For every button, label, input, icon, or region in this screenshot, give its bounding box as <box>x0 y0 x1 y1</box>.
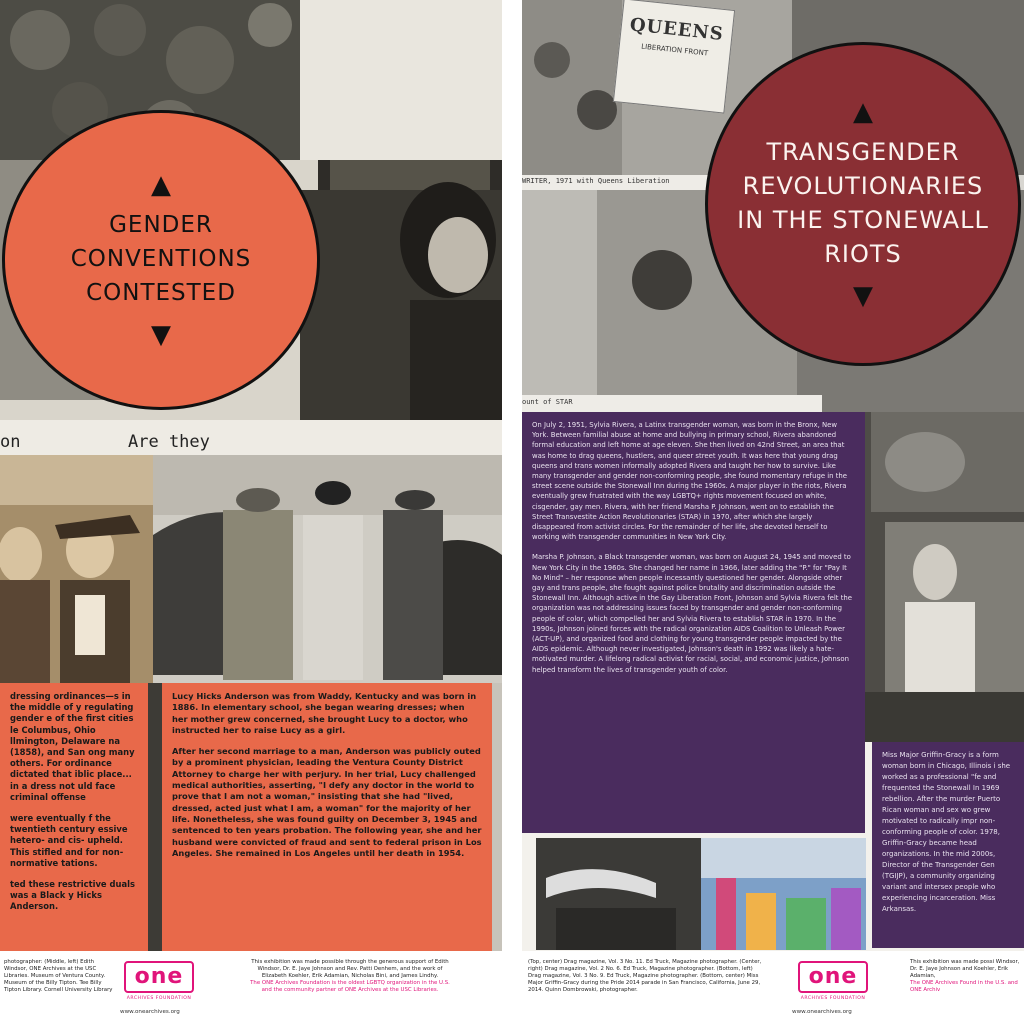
arrow-down-icon: ▼ <box>151 320 171 350</box>
support-text: This exhibition was made possible through the generous support of Edith Windsor, Dr. E. Jaye Johnson and Rev. Patti Oenhem, and the work of Elizabeth Koehler, Erik Adamian, Nicholas Bini, and James Lindhy. <box>251 959 449 979</box>
photo-credits: photographer: (Middle, left) Edith Windsor, ONE Archives at the USC Libraries. Museum of Ventura County. Museum of the Billy Tipton. Tee Billy Tipton Library. Cornell University Library <box>4 959 113 993</box>
foundation-statement: The ONE Archives Foundation is the oldest LGBTQ organization in the U.S. and the community partner of ONE Archives at the USC Libraries. <box>250 980 450 993</box>
panel-paragraph: Marsha P. Johnson, a Black transgender woman, was born on August 24, 1945 and moved to New York City in the 1960s. She changed her name in 1966, later adding the "P." for "Pay It No Mind" – her response when people incessantly questioned her gender. Alongside other gay and trans people, she fought against police brutality and discrimination outside the Stonewall Inn. Although active in the Gay Liberation Front, Johnson and Sylvia Rivera felt the organization was not addressing issues faced by transgender and gender non-conforming people of color, which compelled her and Sylvia Rivera to establish STAR in 1970. In the 1990s, Johnson joined forces with the radical organization AIDS Coalition to Unleash Power (ACT-UP), and organized food and clothing for young transgender people impacted by the AIDS epidemic. Although never investigated, Johnson's death in 1992 was likely a hate-motivated murder. A lifelong radical activist for racial, social, and economic justice, Johnson helped transform the lives of transgender youth of color. <box>532 553 853 674</box>
title-line: RIOTS <box>824 240 902 268</box>
text-panel-lucy-hicks-anderson <box>162 683 492 951</box>
banner-subtitle: LIBERATION FRONT <box>640 42 709 58</box>
support-text: This exhibition was made possi Windsor, Dr. E. Jaye Johnson and Koehler, Erik Adamian, <box>910 959 1020 979</box>
website-link[interactable]: www.onearchives.org <box>792 1009 852 1015</box>
panel-paragraph: Lucy Hicks Anderson was from Waddy, Kentucky and was born in 1886. In elementary school, she began wearing dresses; when her mother grew concerned, she brought Lucy to a doctor, who instructed her to raise Lucy as a girl. <box>172 691 477 735</box>
panel-paragraph: Miss Major Griffin-Gracy is a form woman born in Chicago, Illinois i she worked as a professional "fe and frequented the Stonewall In 1969 rebellion. After the murder Puerto Rican woman and sex wo grew motivated to radically impr non-conforming people of color. 1978, Griffin-Gracy became head organizations. In the mid 2000s, Director of the Transgender Gen (TGIJP), a community organizing variant and intersex people who experiencing incarceration. Miss Arkansas. <box>882 751 1011 913</box>
arrow-down-icon: ▼ <box>853 281 873 311</box>
footer-right <box>522 951 1024 1024</box>
photo-caption: WRITER, 1971 with Queens Liberation <box>522 177 670 185</box>
title-line: GENDER <box>109 212 213 238</box>
logo-wordmark: one <box>124 961 194 993</box>
poster-title <box>723 135 1003 271</box>
title-line: CONVENTIONS <box>70 246 252 272</box>
title-line: REVOLUTIONARIES <box>742 172 984 200</box>
support-statement <box>250 959 450 994</box>
queens-liberation-banner <box>613 0 735 114</box>
title-circle <box>705 42 1021 366</box>
photo-caption: ount of STAR <box>522 398 573 406</box>
arrow-up-icon: ▲ <box>151 170 171 200</box>
title-line: CONTESTED <box>86 280 236 306</box>
photo-portrait-collage <box>865 412 1024 742</box>
logo-wordmark: one <box>798 961 868 993</box>
logo-subtitle: ARCHIVES FOUNDATION <box>126 996 192 1001</box>
banner-title: QUEENS <box>628 14 725 46</box>
title-line: TRANSGENDER <box>766 138 960 166</box>
one-archives-logo <box>798 961 868 1003</box>
title-line: IN THE STONEWALL <box>737 206 989 234</box>
photo-group-by-car <box>153 455 502 685</box>
website-link[interactable]: www.onearchives.org <box>120 1009 180 1015</box>
logo-subtitle: ARCHIVES FOUNDATION <box>800 996 866 1001</box>
photo-two-women <box>0 455 153 685</box>
panel-paragraph: On July 2, 1951, Sylvia Rivera, a Latinx transgender woman, was born in the Bronx, New York. Between familial abuse at home and bullying in primary school, Rivera abandoned formal education and left home at age eleven. She then lived on 42nd Street, an area that was home to drag queens, hustlers, and queer street youth. It was here that young drag queens and trans women informally adopted Rivera and taught her how to survive. Like many transgender and gender non-conforming people, she found momentary refuge in the street scene outside the Stonewall Inn during the 1960s. A major player in the riots, Rivera eventually grew frustrated with the way LGBTQ+ rights movement focused on white, cisgender, gay men. Rivera, with her friend Marsha P. Johnson, went on to establish the Street Transvestite Action Revolutionaries (STAR) in 1970, after which she largely disappeared from activist circles. For the remainder of her life, she devoted herself to working with transgender communities in New York City. <box>532 421 848 542</box>
text-panel-miss-major <box>872 742 1024 948</box>
text-panel-ordinances <box>0 683 148 951</box>
title-circle <box>2 110 320 410</box>
photo-pride-parade <box>536 838 866 950</box>
one-archives-logo <box>124 961 194 1003</box>
photo-credits: (Top, center) Drag magazine, Vol. 3 No. 11. Ed Truck, Magazine photographer. (Center, right) Drag magazine, Vol. 2 No. 6. Ed Truck, Magazine photographer. (Bottom, left) Drag magazine, Vol. 3 No. 9. Ed Truck, Magazine photographer. (Bottom, center) Miss Major Griffin-Gracy during the Pride 2014 parade in San Francisco, California, June 29, 2014. Quinn Dombrowski, photographer. <box>528 959 762 993</box>
support-statement <box>910 959 1024 994</box>
panel-paragraph: After her second marriage to a man, Anderson was publicly outed by a prominent physician, leading the Ventura County District Attorney to charge her with perjury. In her trial, Lucy challenged medical authorities, asserting, "I defy any doctor in the world to prove that I am not a woman," insisting that she had "lived, dressed, acted just what I am, a woman" for the majority of her life. Nonetheless, she was found guilty on December 3, 1945 and sentenced to ten years probation. The following year, she and her husband were convicted of fraud and sent to federal prison in Los Angeles. She remained in Los Angeles until her death in 1954. <box>172 746 482 858</box>
panel-paragraph: were eventually f the twentieth century essive hetero- and cis- upheld. This stifled and for non-normative tations. <box>10 813 128 868</box>
panel-paragraph: dressing ordinances—s in the middle of y regulating gender e of the first cities le Columbus, Ohio llmington, Delaware na (1858), and San ong many others. For ordinance dictated that iblic place... in a dress not uld face criminal offense <box>10 691 135 802</box>
footer-left <box>0 951 502 1024</box>
type-fragment-right: Are they <box>128 432 210 452</box>
type-fragment-left: on <box>0 432 21 452</box>
foundation-statement: The ONE Archives Found in the U.S. and ONE Archiv <box>910 980 1018 993</box>
text-panel-rivera-johnson <box>522 412 865 833</box>
panel-paragraph: ted these restrictive duals was a Black y Hicks Anderson. <box>10 879 135 912</box>
poster-title <box>57 208 266 310</box>
arrow-up-icon: ▲ <box>853 97 873 127</box>
